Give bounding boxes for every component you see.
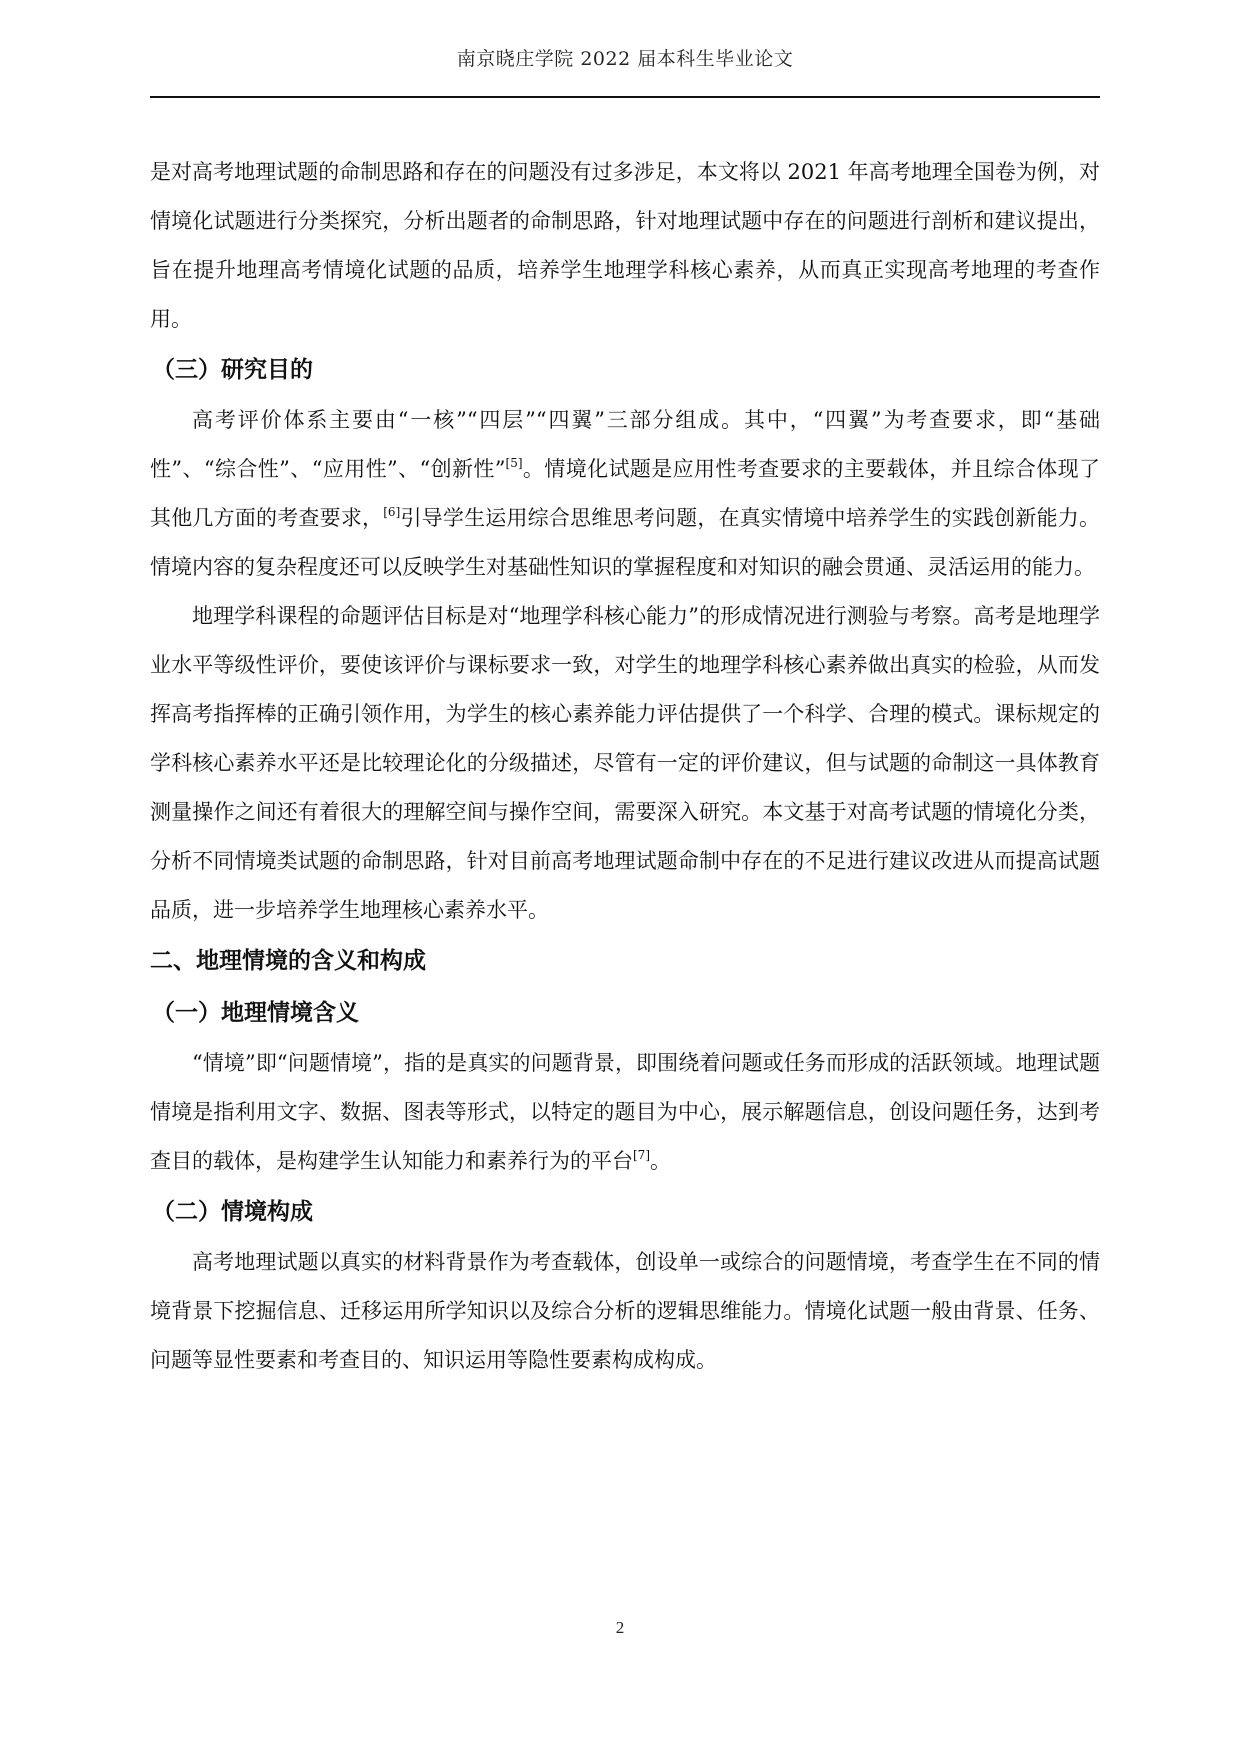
heading-section-2: 二、地理情境的含义和构成 [150,948,426,974]
text-span: 高考评价体系主要由“一核”“四层”“四翼”三部分组成。其中，“四翼”为考查要求，即“基础性”、“综合性”、“应用性”、“创新性” [150,408,1100,481]
heading-research-goal: （三）研究目的 [152,357,313,383]
page-number: 2 [615,1618,625,1637]
page-body [150,148,1100,1385]
heading-geo-context-meaning: （一）地理情境含义 [152,1000,359,1026]
text-span: “情境”即“问题情境”，指的是真实的问题背景，即围绕着问题或任务而形成的活跃领域。地理试题情境是指利用文字、数据、图表等形式，以特定的题目为中心，展示解题信息，创设问题任务，达到考查目的载体，是构建学生认知能力和素养行为的平台 [150,1051,1100,1173]
header-divider [150,96,1100,98]
text-span: 引导学生运用综合思维思考问题，在真实情境中培养学生的实践创新能力。情境内容的复杂程度还可以反映学生对基础性知识的掌握程度和对知识的融会贯通、灵活运用的能力。 [150,506,1100,579]
citation-ref-7: [7] [633,1148,650,1162]
geo-context-meaning-paragraph [150,1039,1100,1186]
text-span: 。 [650,1149,671,1173]
context-composition-paragraph: 高考地理试题以真实的材料背景作为考查载体，创设单一或综合的问题情境，考查学生在不同的情境背景下挖掘信息、迁移运用所学知识以及综合分析的逻辑思维能力。情境化试题一般由背景、任务、问题等显性要素和考查目的、知识运用等隐性要素构成构成。 [150,1250,1100,1372]
citation-ref-6: [6] [383,505,401,519]
research-goal-paragraph-2: 地理学科课程的命题评估目标是对“地理学科核心能力”的形成情况进行测验与考察。高考是地理学业水平等级性评价，要使该评价与课标要求一致，对学生的地理学科核心素养做出真实的检验，从而发挥高考指挥棒的正确引领作用，为学生的核心素养能力评估提供了一个科学、合理的模式。课标规定的学科核心素养水平还是比较理论化的分级描述，尽管有一定的评价建议，但与试题的命制这一具体教育测量操作之间还有着很大的理解空间与操作空间，需要深入研究。本文基于对高考试题的情境化分类，分析不同情境类试题的命制思路，针对目前高考地理试题命制中存在的不足进行建议改进从而提高试题品质，进一步培养学生地理核心素养水平。 [150,604,1100,922]
intro-paragraph: 是对高考地理试题的命制思路和存在的问题没有过多涉足，本文将以 2021 年高考地理全国卷为例，对情境化试题进行分类探究，分析出题者的命制思路，针对地理试题中存在的问题进行剖析和建议提出，旨在提升地理高考情境化试题的品质，培养学生地理学科核心素养，从而真正实现高考地理的考查作用。 [150,160,1100,331]
research-goal-paragraph-1 [150,396,1100,592]
running-header: 南京晓庄学院 2022 届本科生毕业论文 [456,48,794,70]
text-span: 。情境化试题是应用性考查要求的主要载体，并且综合体现了其他几方面的考查要求， [150,457,1101,530]
citation-ref-5: [5] [505,456,523,470]
heading-context-composition: （二）情境构成 [152,1199,313,1225]
